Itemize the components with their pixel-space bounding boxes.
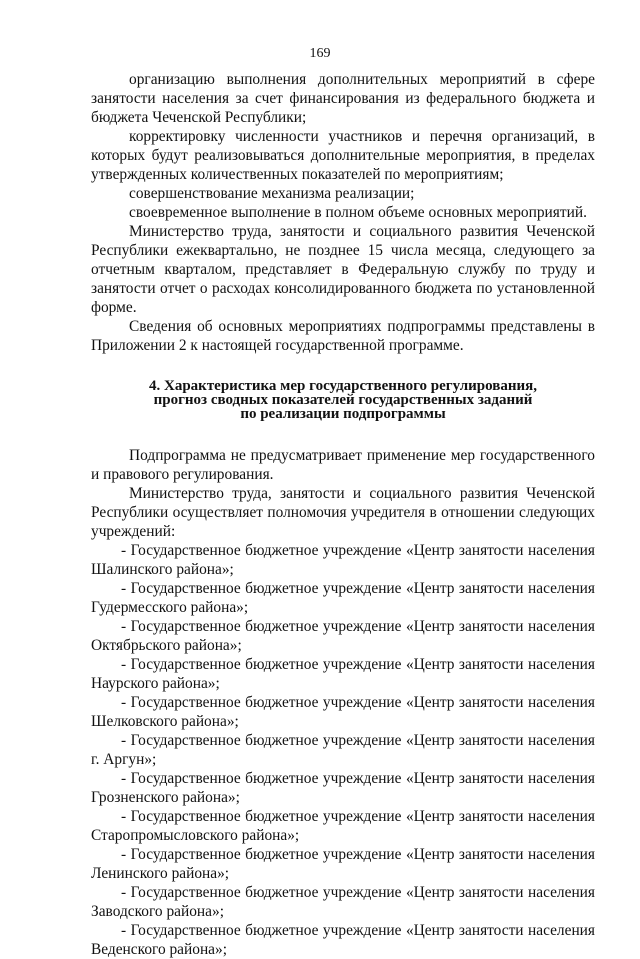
list-item: - Государственное бюджетное учреждение «Центр занятости населения Веденского района»; [91, 922, 595, 958]
list-item: - Государственное бюджетное учреждение «Центр занятости населения г. Аргун»; [91, 732, 595, 768]
list-item: - Государственное бюджетное учреждение «Центр занятости населения Грозненского района»; [91, 770, 595, 806]
section-heading-line: 4. Характеристика мер государственного регулирования, [149, 378, 537, 394]
paragraph: Подпрограмма не предусматривает применение мер государственного и правового регулирования. [91, 447, 595, 483]
paragraph: совершенствование механизма реализации; [129, 185, 415, 202]
page-content [91, 70, 595, 959]
paragraph: Сведения об основных мероприятиях подпрограммы представлены в Приложении 2 к настоящей государственной программе. [91, 318, 595, 354]
section-heading [91, 379, 595, 421]
paragraph: организацию выполнения дополнительных мероприятий в сфере занятости населения за счет финансирования из федерального бюджета и бюджета Чеченской Республики; [91, 71, 595, 126]
list-item: - Государственное бюджетное учреждение «Центр занятости населения Заводского района»; [91, 884, 595, 920]
list-item: - Государственное бюджетное учреждение «Центр занятости населения Наурского района»; [91, 656, 595, 692]
list-item: - Государственное бюджетное учреждение «Центр занятости населения Гудермесского района»; [91, 580, 595, 616]
list-item: - Государственное бюджетное учреждение «Центр занятости населения Ленинского района»; [91, 846, 595, 882]
paragraph: корректировку численности участников и перечня организаций, в которых будут реализовываться дополнительные мероприятия, в пределах утвержденных количественных показателей по мероприятиям; [91, 128, 595, 183]
paragraph: своевременное выполнение в полном объеме основных мероприятий. [129, 204, 587, 221]
list-item: - Государственное бюджетное учреждение «Центр занятости населения Старопромысловского района»; [91, 808, 595, 844]
page-number: 169 [309, 46, 331, 61]
paragraph: Министерство труда, занятости и социального развития Чеченской Республики осуществляет полномочия учредителя в отношении следующих учреждений: [91, 485, 595, 540]
list-item: - Государственное бюджетное учреждение «Центр занятости населения Шелковского района»; [91, 694, 595, 730]
section-heading-line: прогноз сводных показателей государственных заданий [153, 392, 533, 408]
list-item: - Государственное бюджетное учреждение «Центр занятости населения Шалинского района»; [91, 542, 595, 578]
list-item: - Государственное бюджетное учреждение «Центр занятости населения Октябрьского района»; [91, 618, 595, 654]
section-heading-line: по реализации подпрограммы [240, 406, 446, 422]
paragraph: Министерство труда, занятости и социального развития Чеченской Республики ежеквартально, не позднее 15 числа месяца, следующего за отчетным кварталом, представляет в Федеральную службу по труду и занятости отчет о расходах консолидированного бюджета по установленной форме. [91, 223, 595, 316]
